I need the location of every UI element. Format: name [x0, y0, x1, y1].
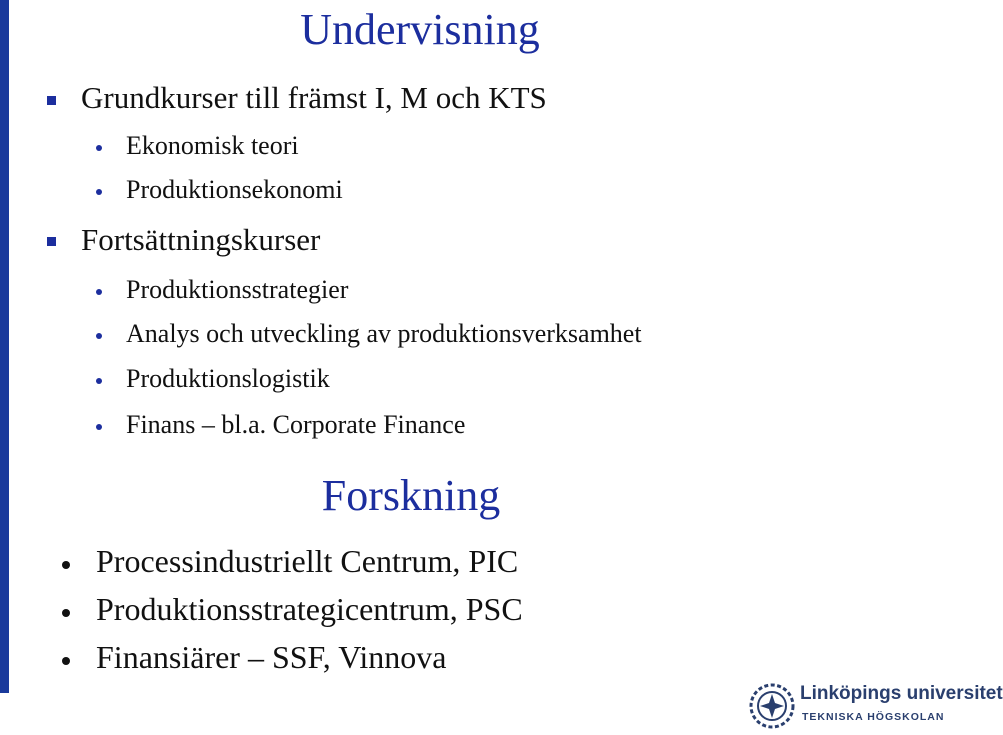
left-accent-bar	[0, 0, 9, 693]
research-item: Finansiärer – SSF, Vinnova	[96, 639, 447, 675]
logo-faculty-name: TEKNISKA HÖGSKOLAN	[802, 711, 945, 723]
bullet-icon	[62, 561, 70, 569]
bullet-icon	[96, 189, 102, 195]
course-item: Analys och utveckling av produktionsverksamhet	[126, 319, 642, 348]
course-item: Produktionsekonomi	[126, 175, 343, 204]
square-bullet-icon	[47, 96, 56, 105]
bullet-icon	[62, 609, 70, 617]
research-item: Processindustriellt Centrum, PIC	[96, 543, 519, 579]
course-item: Produktionsstrategier	[126, 275, 349, 304]
section-title-undervisning: Undervisning	[300, 5, 540, 54]
bullet-icon	[96, 333, 102, 339]
course-item: Ekonomisk teori	[126, 131, 299, 160]
section-title-forskning: Forskning	[321, 471, 501, 520]
logo-university-name: Linköpings universitet	[800, 683, 1003, 704]
bullet-icon	[96, 424, 102, 430]
course-group-heading: Fortsättningskurser	[81, 222, 321, 257]
bullet-icon	[62, 657, 70, 665]
square-bullet-icon	[47, 237, 56, 246]
linkoping-university-logo	[748, 682, 1003, 731]
bullet-icon	[96, 378, 102, 384]
course-item: Produktionslogistik	[126, 364, 330, 393]
course-group-heading: Grundkurser till främst I, M och KTS	[81, 80, 547, 115]
course-item: Finans – bl.a. Corporate Finance	[126, 410, 466, 439]
bullet-icon	[96, 289, 102, 295]
research-item: Produktionsstrategicentrum, PSC	[96, 591, 523, 627]
bullet-icon	[96, 145, 102, 151]
university-emblem-icon	[748, 682, 796, 730]
